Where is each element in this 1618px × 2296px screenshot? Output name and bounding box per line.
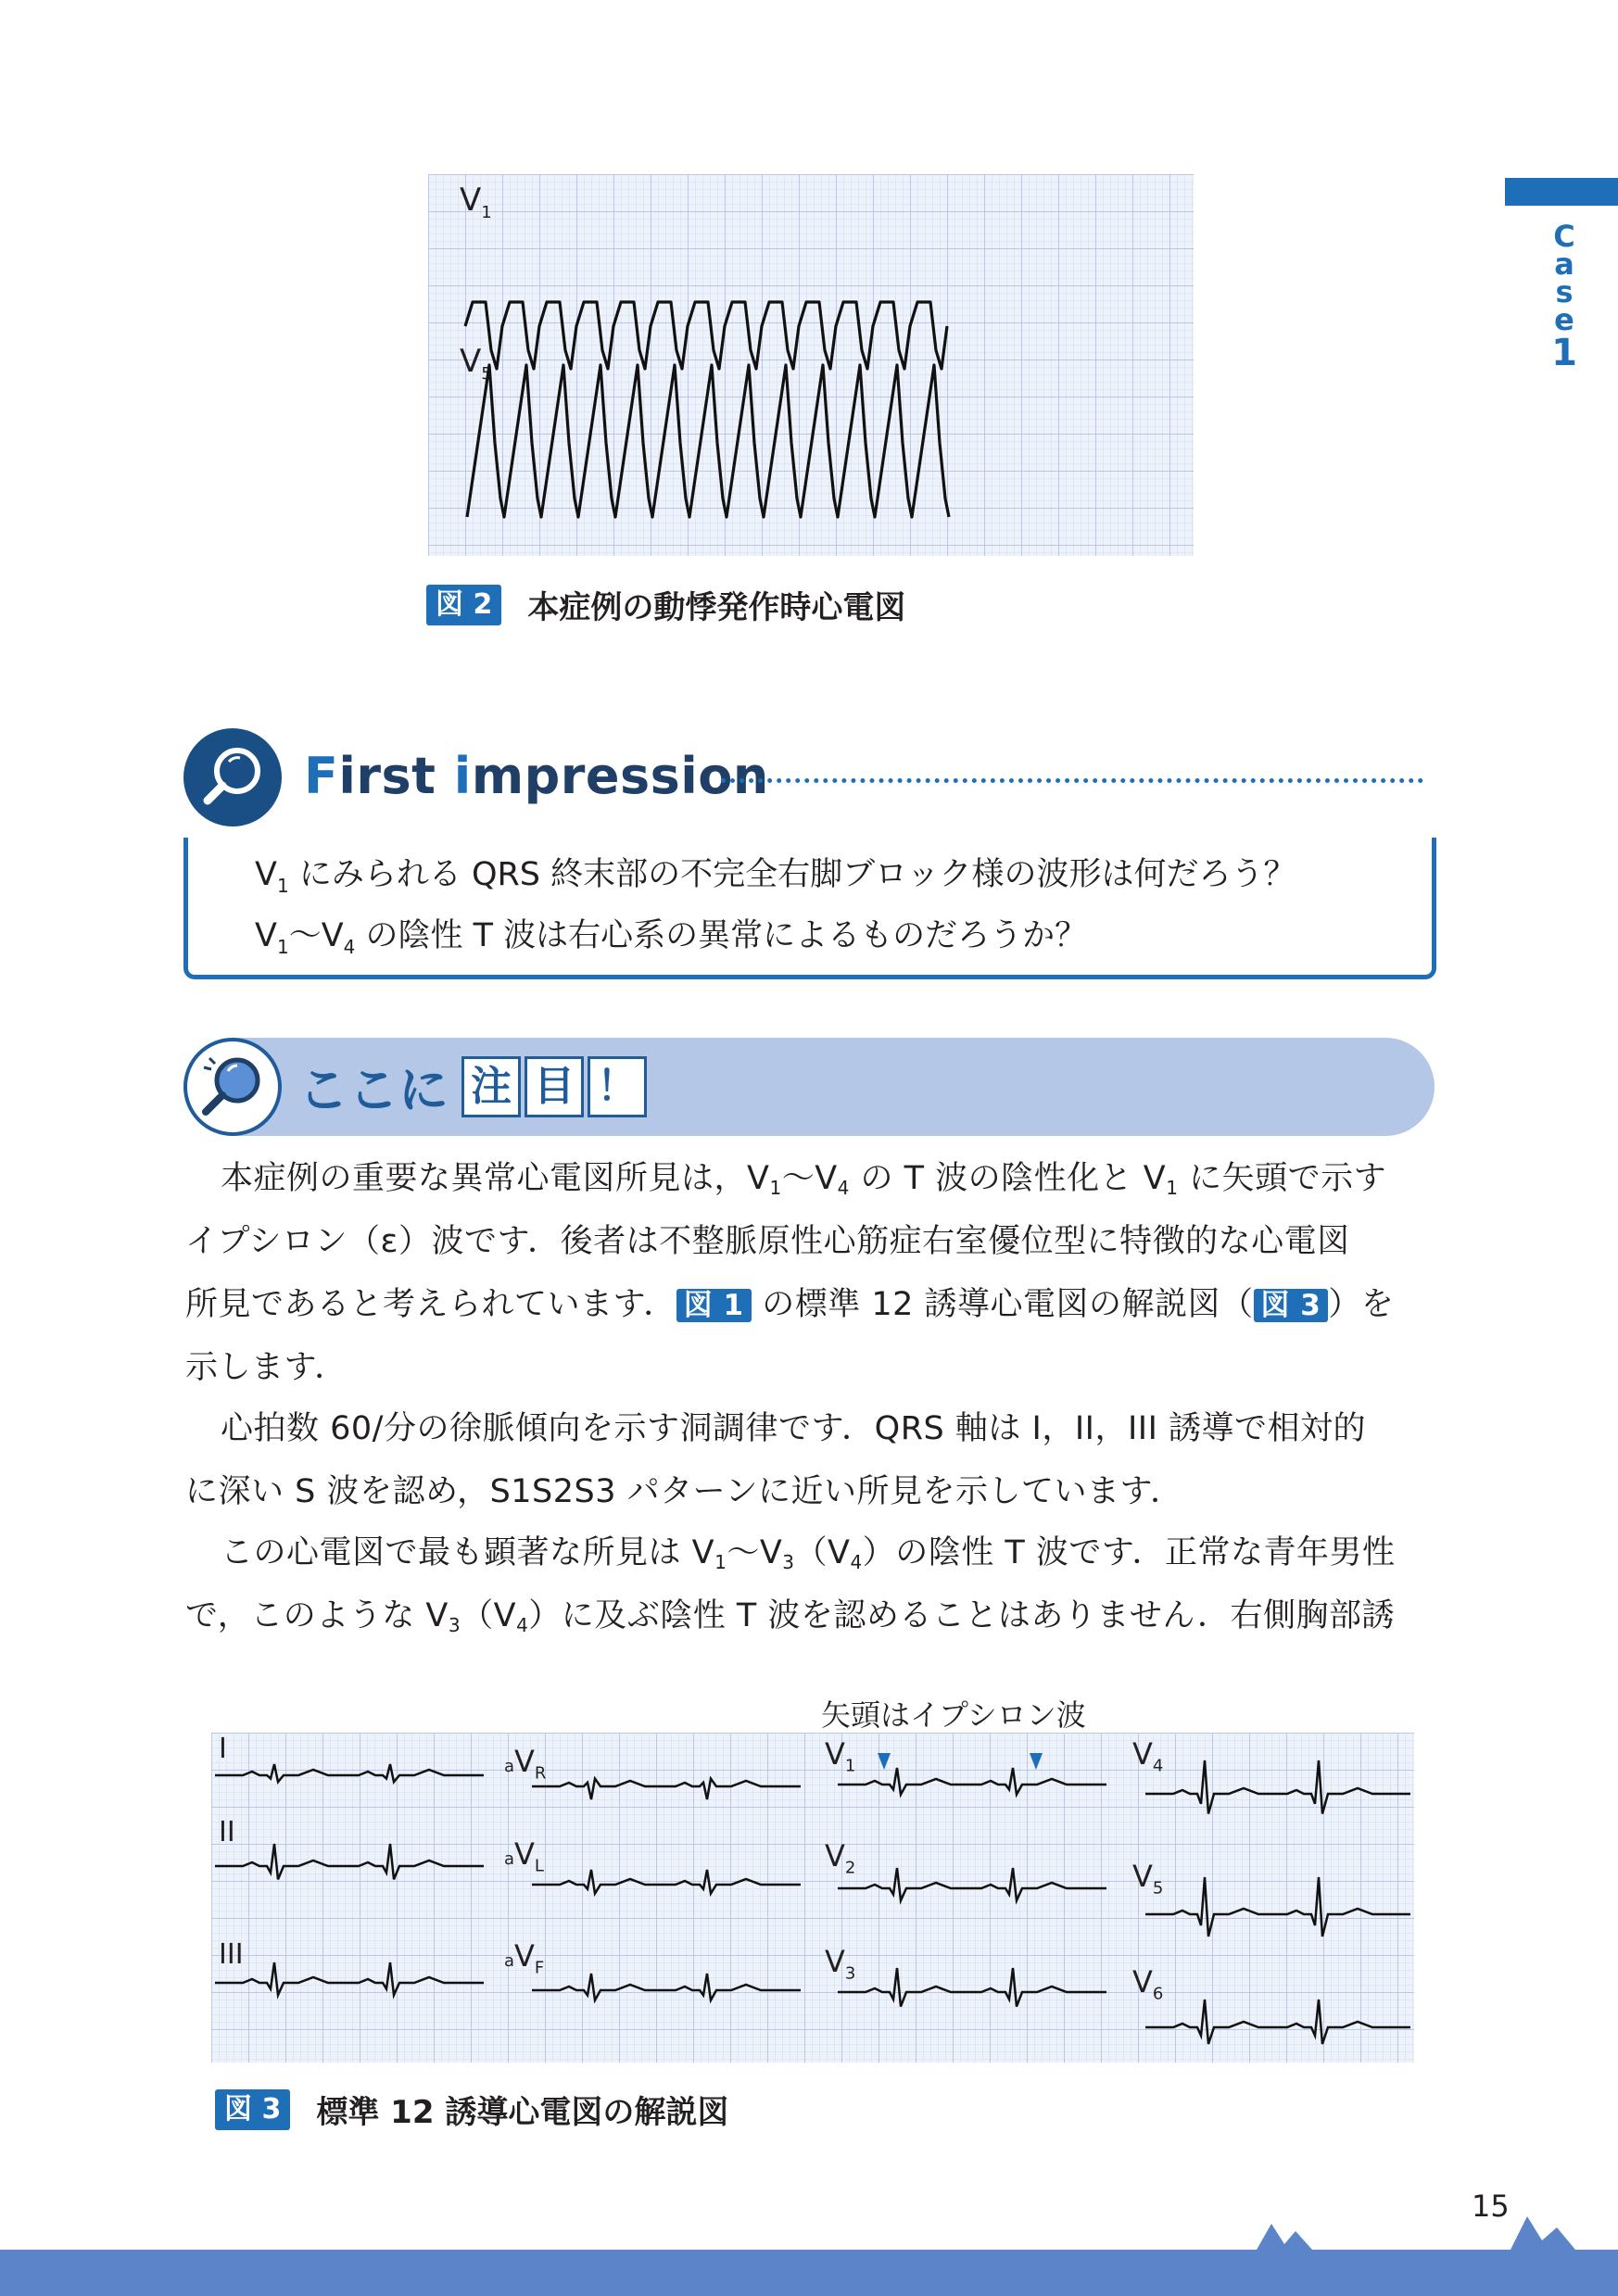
- lead-label-v2: $V_2$: [825, 1838, 856, 1878]
- body-paragraph-1-line-2: イプシロン（ε）波です．後者は不整脈原性心筋症右室優位型に特徴的な心電図: [185, 1223, 1350, 1260]
- lead-v5-trace: [1145, 1877, 1410, 1936]
- figure2-ecg-panel: [428, 174, 1194, 556]
- lead-label-v3: $V_3$: [825, 1944, 856, 1984]
- figure3-annotation: 矢頭はイプシロン波: [821, 1697, 1086, 1733]
- v5-trace: [467, 365, 949, 517]
- footer-band: [0, 2203, 1618, 2296]
- case-letter: s: [1555, 274, 1574, 309]
- lead-label-avf: $aV_F$: [504, 1938, 545, 1978]
- koko-box-3: ！: [588, 1056, 647, 1117]
- case-number: 1: [1551, 332, 1577, 374]
- case-tab-bar: [1505, 178, 1618, 206]
- magnifier-icon: [183, 728, 282, 826]
- figure3-caption: [215, 2087, 728, 2132]
- body-paragraph-3-line-2: で，このような $V_3(V_4)$に及ぶ陰性 T 波を認めることはありません．右側胸部誘: [185, 1597, 1396, 1636]
- figure2-traces: [428, 174, 1194, 556]
- lead-label-v1: $V_1$: [825, 1736, 856, 1776]
- body-paragraph-2-line-1: 心拍数 60/分の徐脈傾向を示す洞調律です．QRS 軸は I，II，III 誘導で相対的: [221, 1410, 1367, 1447]
- impression-line-2: $V_1$〜$V_4$ の陰性 T 波は右心系の異常によるものだろうか？: [255, 917, 1088, 958]
- body-paragraph-2-line-2: に深い S 波を認め，S1S2S3 パターンに近い所見を示しています．: [185, 1473, 1183, 1510]
- first-impression-title: First impression: [304, 747, 769, 805]
- figure2-badge: 図 2: [426, 585, 501, 625]
- figure2-caption-text: 本症例の動悸発作時心電図: [527, 589, 906, 626]
- figure3-traces: [211, 1733, 1414, 2063]
- lead-avf-trace: [532, 1974, 801, 2000]
- case-letter: a: [1554, 246, 1574, 282]
- impression-line-1: $V_1$ にみられる QRS 終末部の不完全右脚ブロック様の波形は何だろう？: [255, 856, 1296, 897]
- lead-avr-trace: [532, 1779, 801, 1799]
- case-tab-label: [1546, 219, 1583, 374]
- body-paragraph-3-line-1: この心電図で最も顕著な所見は $V_1$〜$V_3(V_4)$の陰性 T 波です．正常な青年男性: [221, 1534, 1396, 1573]
- lead-ii-trace: [215, 1844, 484, 1879]
- lead-label-i: I: [219, 1733, 227, 1765]
- lead-label-avr: $aV_R$: [504, 1744, 547, 1784]
- lead-label-v5: $V_5$: [1132, 1859, 1164, 1899]
- lead-i-trace: [215, 1764, 484, 1782]
- epsilon-arrowhead-1: [878, 1753, 891, 1770]
- koko-icon: [183, 1038, 282, 1136]
- first-impression-icon: [183, 728, 282, 826]
- koko-box-1: 注: [461, 1056, 521, 1117]
- lead-label-v5: $V_5$: [460, 343, 492, 384]
- figure3-caption-text: 標準 12 誘導心電図の解説図: [316, 2094, 729, 2131]
- figure3-ref-badge[interactable]: 図 3: [1254, 1289, 1329, 1322]
- figure2-caption: [426, 582, 905, 627]
- title-dotted-rule: [721, 778, 1423, 783]
- lead-iii-trace: [215, 1962, 484, 1995]
- koko-box-2: 目: [525, 1056, 584, 1117]
- figure3-badge: 図 3: [215, 2089, 290, 2130]
- lead-v2-trace: [838, 1868, 1106, 1900]
- body-paragraph-1-line-1: 本症例の重要な異常心電図所見は，$V_1$〜$V_4$ の T 波の陰性化と $V_1$ に矢頭で示す: [221, 1160, 1387, 1199]
- lead-label-v1: $V_1$: [460, 182, 492, 222]
- first-impression-box: [183, 838, 1436, 979]
- figure1-ref-badge[interactable]: 図 1: [676, 1289, 752, 1322]
- case-letter: e: [1554, 302, 1574, 337]
- lead-avl-trace: [532, 1870, 801, 1894]
- lead-v3-trace: [838, 1968, 1106, 2007]
- lead-v6-trace: [1145, 2000, 1410, 2044]
- koko-heading: ここに 注 目 ！: [298, 1051, 647, 1122]
- lead-v1-trace: [838, 1768, 1106, 1795]
- figure3-ecg-panel: [211, 1733, 1414, 2063]
- lead-label-avl: $aV_L$: [504, 1836, 544, 1876]
- lead-v4-trace: [1145, 1760, 1410, 1814]
- case-letter: C: [1553, 219, 1575, 254]
- v1-trace: [465, 302, 947, 369]
- lead-label-iii: III: [219, 1938, 244, 1971]
- lead-label-v4: $V_4$: [1132, 1736, 1164, 1776]
- lead-label-v6: $V_6$: [1132, 1964, 1164, 2004]
- page-number: 15: [1472, 2189, 1510, 2224]
- body-paragraph-1-line-4: 示します．: [185, 1349, 348, 1386]
- magnifier-icon: [187, 1041, 278, 1132]
- lead-label-ii: II: [219, 1816, 235, 1848]
- body-paragraph-1-line-3: 所見であると考えられています． 図 1 の標準 12 誘導心電図の解説図（ 図 3 ）を: [185, 1286, 1395, 1323]
- epsilon-arrowhead-2: [1030, 1753, 1043, 1770]
